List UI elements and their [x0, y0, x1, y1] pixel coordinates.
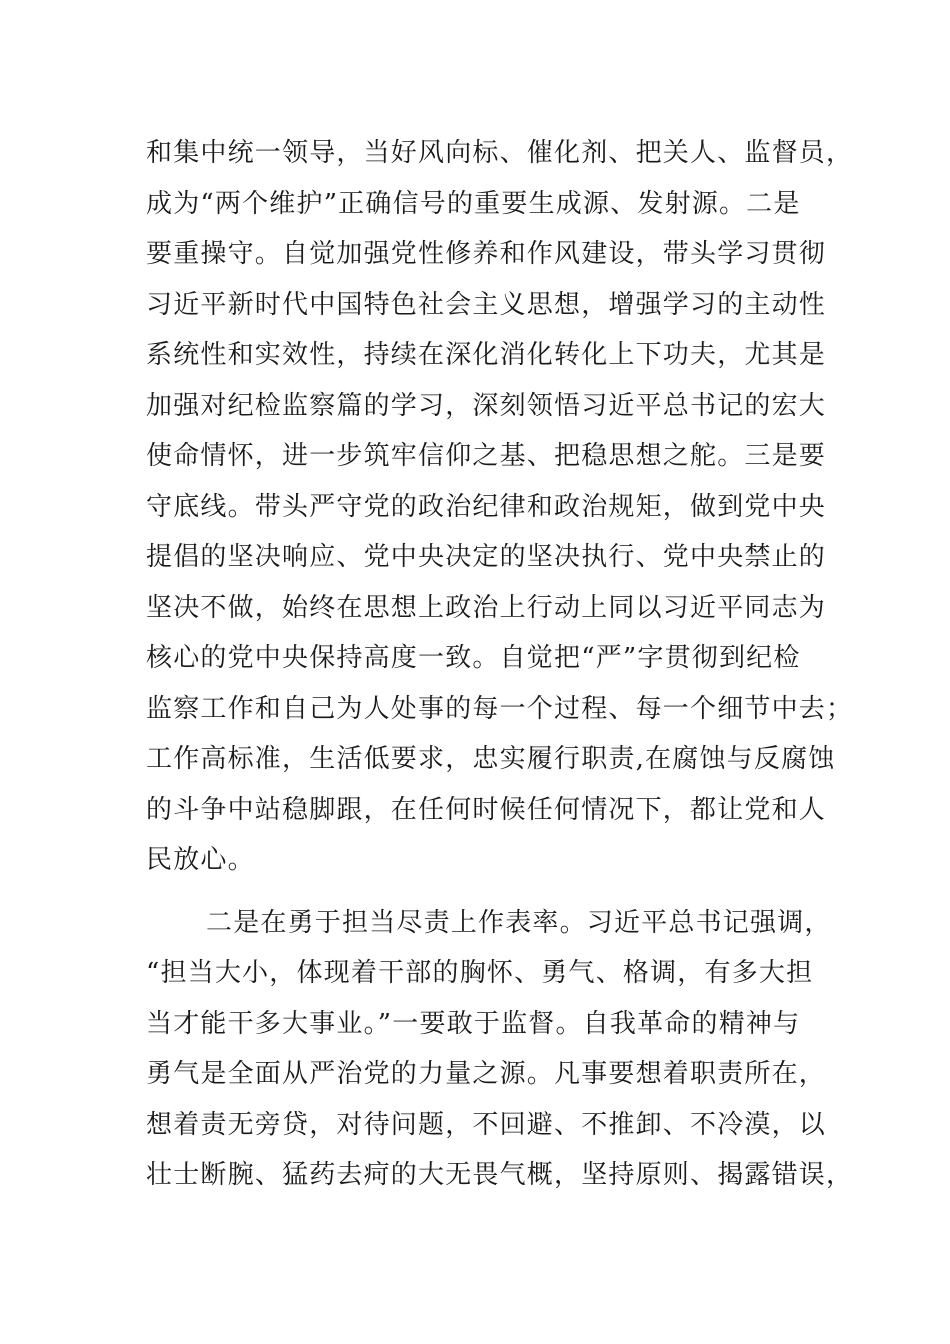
text-line: 守底线。带头严守党的政治纪律和政治规矩，做到党中央: [146, 491, 827, 522]
text-line: 成为“两个维护”正确信号的重要生成源、发射源。二是: [146, 188, 801, 219]
text-line: 核心的党中央保持高度一致。自觉把“严”字贯彻到纪检: [146, 643, 801, 673]
text-line: 提倡的坚决响应、党中央决定的坚决执行、党中央禁止的: [146, 542, 827, 572]
paragraph-1: [146, 128, 854, 886]
paragraph-2: [146, 898, 854, 1201]
text-line: 和集中统一领导，当好风向标、催化剂、把关人、监督员，: [146, 138, 854, 168]
text-line: “担当大小，体现着干部的胸怀、勇气、格调，有多大担: [146, 958, 814, 988]
text-line: 勇气是全面从严治党的力量之源。凡事要想着职责所在，: [146, 1059, 827, 1089]
text-line: 要重操守。自觉加强党性修养和作风建设，带头学习贯彻: [146, 239, 827, 269]
text-line: 系统性和实效性，持续在深化消化转化上下功夫，尤其是: [146, 340, 827, 370]
text-line: 民放心。: [146, 845, 255, 875]
text-line: 坚决不做，始终在思想上政治上行动上同以习近平同志为: [146, 592, 827, 623]
text-line: 壮士断腕、猛药去疴的大无畏气概，坚持原则、揭露错误，: [146, 1160, 854, 1190]
text-line: 工作高标准，生活低要求，忠实履行职责,在腐蚀与反腐蚀: [146, 744, 836, 774]
paragraph-spacer: [146, 886, 806, 898]
text-line: 习近平新时代中国特色社会主义思想，增强学习的主动性: [146, 289, 827, 320]
text-line-first: 二是在勇于担当尽责上作表率。习近平总书记强调，: [206, 907, 832, 938]
text-line: 想着责无旁贷，对待问题，不回避、不推卸、不冷漠，以: [146, 1109, 827, 1140]
text-line: 当才能干多大事业。”一要敢于监督。自我革命的精神与: [146, 1008, 801, 1039]
text-line: 的斗争中站稳脚跟，在任何时候任何情况下，都让党和人: [146, 794, 827, 825]
text-line: 监察工作和自己为人处事的每一个过程、每一个细节中去；: [146, 693, 854, 724]
text-line: 使命情怀，进一步筑牢信仰之基、把稳思想之舵。三是要: [146, 441, 827, 471]
document-body: [146, 128, 854, 1201]
text-line: 加强对纪检监察篇的学习，深刻领悟习近平总书记的宏大: [146, 390, 827, 421]
